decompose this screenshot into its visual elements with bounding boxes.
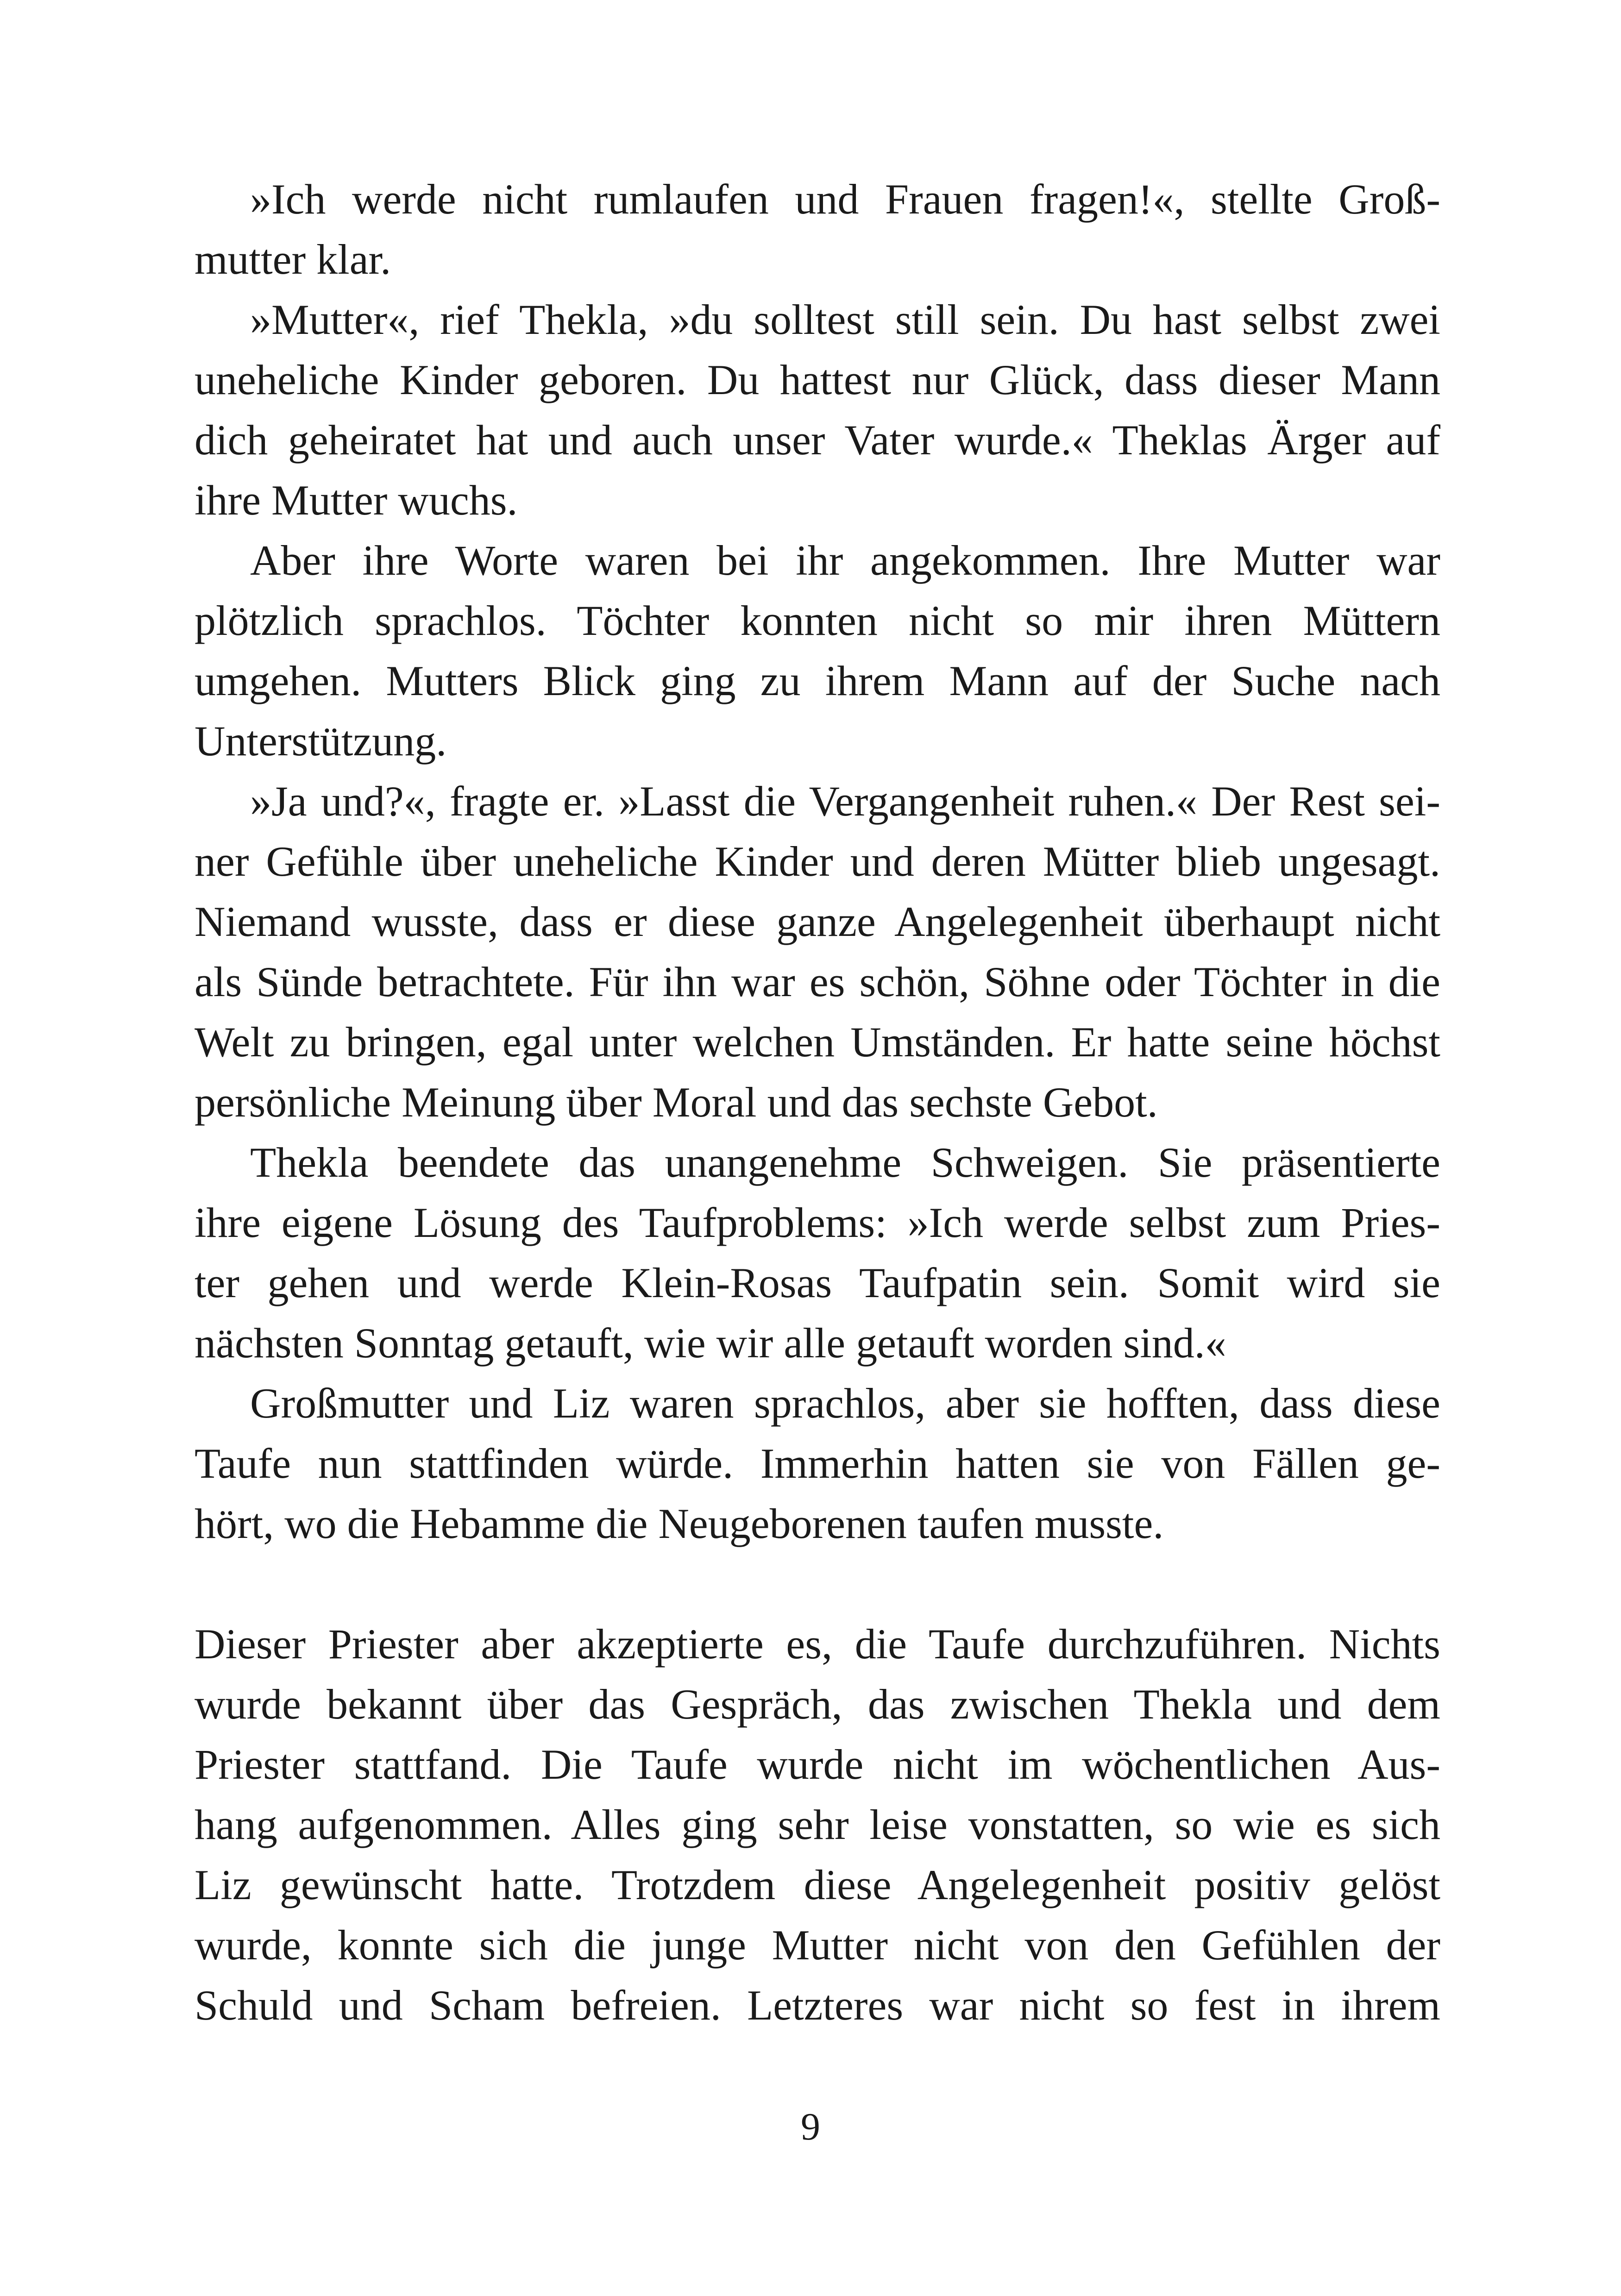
text-line: Unterstützung. xyxy=(195,717,447,765)
text-line: als Sünde betrachtete. Für ihn war es schön, Söhne oder Töchter in die xyxy=(195,958,1440,1005)
text-line: ihre eigene Lösung des Taufproblems: »Ich werde selbst zum Pries- xyxy=(195,1199,1440,1246)
page-number: 9 xyxy=(801,2105,820,2148)
text-line: ter gehen und werde Klein-Rosas Taufpatin sein. Somit wird sie xyxy=(195,1259,1440,1306)
text-line: Großmutter und Liz waren sprachlos, aber sie hofften, dass diese xyxy=(250,1380,1440,1427)
text-line: Aber ihre Worte waren bei ihr angekommen. Ihre Mutter war xyxy=(250,537,1440,584)
text-line: »Mutter«, rief Thekla, »du solltest still sein. Du hast selbst zwei xyxy=(250,296,1440,343)
text-line: wurde, konnte sich die junge Mutter nicht von den Gefühlen der xyxy=(195,1921,1440,1969)
text-line: »Ja und?«, fragte er. »Lasst die Vergangenheit ruhen.« Der Rest sei- xyxy=(250,778,1440,825)
text-line: Liz gewünscht hatte. Trotzdem diese Angelegenheit positiv gelöst xyxy=(195,1861,1440,1908)
text-line: Welt zu bringen, egal unter welchen Umständen. Er hatte seine höchst xyxy=(195,1018,1440,1066)
text-line: plötzlich sprachlos. Töchter konnten nicht so mir ihren Müttern xyxy=(195,597,1440,644)
text-line: Niemand wusste, dass er diese ganze Angelegenheit überhaupt nicht xyxy=(195,898,1440,945)
text-line: Priester stattfand. Die Taufe wurde nicht im wöchentlichen Aus- xyxy=(195,1741,1440,1788)
text-line: Schuld und Scham befreien. Letzteres war nicht so fest in ihrem xyxy=(195,1982,1440,2029)
text-line: uneheliche Kinder geboren. Du hattest nur Glück, dass dieser Mann xyxy=(195,356,1440,403)
text-line: dich geheiratet hat und auch unser Vater wurde.« Theklas Ärger auf xyxy=(195,416,1440,464)
text-line: umgehen. Mutters Blick ging zu ihrem Mann auf der Suche nach xyxy=(195,657,1440,704)
text-line: mutter klar. xyxy=(195,236,391,283)
text-line: wurde bekannt über das Gespräch, das zwischen Thekla und dem xyxy=(195,1681,1440,1728)
text-line: hört, wo die Hebamme die Neugeborenen taufen musste. xyxy=(195,1500,1164,1547)
text-line: ihre Mutter wuchs. xyxy=(195,477,518,524)
text-line: »Ich werde nicht rumlaufen und Frauen fragen!«, stellte Groß- xyxy=(250,176,1440,223)
text-line: nächsten Sonntag getauft, wie wir alle getauft worden sind.« xyxy=(195,1319,1226,1367)
text-line: Dieser Priester aber akzeptierte es, die Taufe durchzuführen. Nichts xyxy=(195,1620,1440,1668)
text-line: Taufe nun stattfinden würde. Immerhin hatten sie von Fällen ge- xyxy=(195,1440,1440,1487)
text-line: ner Gefühle über uneheliche Kinder und deren Mütter blieb ungesagt. xyxy=(195,838,1440,885)
text-line: persönliche Meinung über Moral und das sechste Gebot. xyxy=(195,1079,1158,1126)
text-line: Thekla beendete das unangenehme Schweigen. Sie präsentierte xyxy=(250,1139,1440,1186)
text-line: hang aufgenommen. Alles ging sehr leise vonstatten, so wie es sich xyxy=(195,1801,1440,1848)
